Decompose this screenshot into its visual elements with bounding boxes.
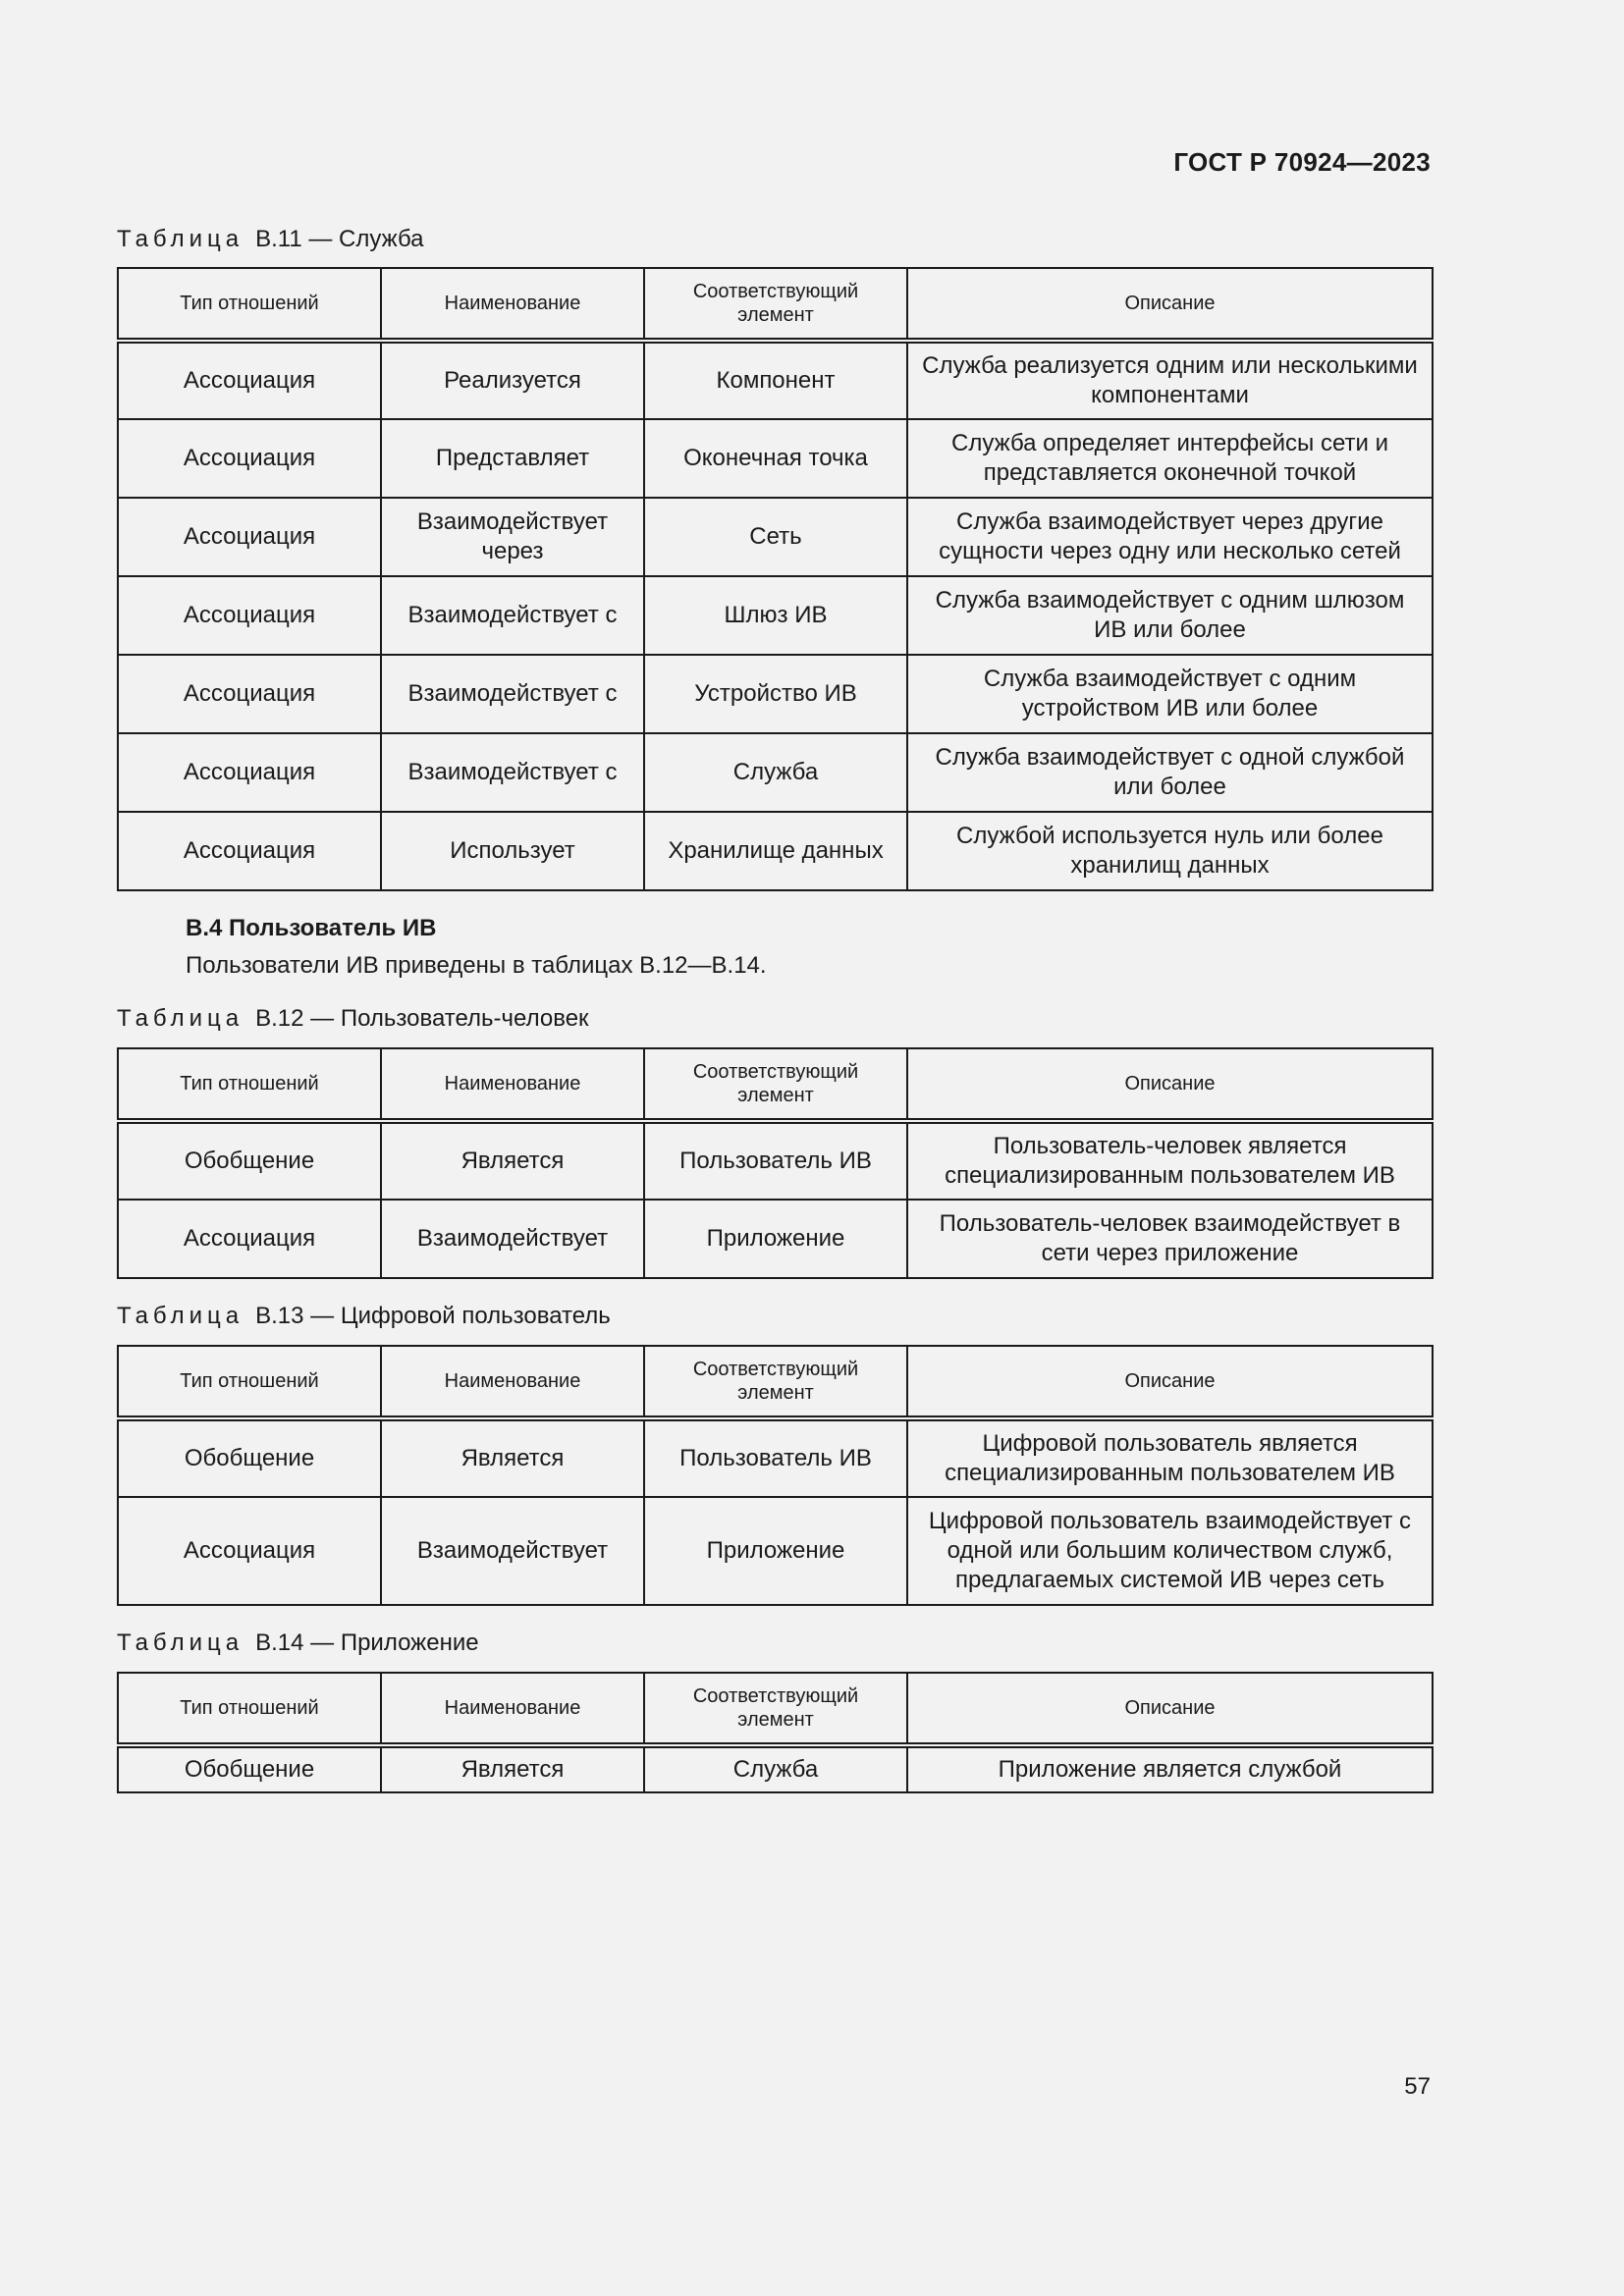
cell-relation-type: Ассоциация: [118, 576, 381, 655]
cell-description: Служба реализуется одним или несколькими компонентами: [907, 341, 1433, 419]
cell-description: Приложение является службой: [907, 1745, 1433, 1792]
cell-element: Компонент: [644, 341, 907, 419]
section-text: Пользователи ИВ приведены в таблицах В.12—В.14.: [186, 952, 767, 979]
column-header-element: Соответствующий элемент: [644, 1048, 907, 1121]
cell-name: Использует: [381, 812, 644, 890]
table-header-row: [118, 1673, 1433, 1745]
column-header-name: Наименование: [381, 268, 644, 341]
column-header-description: Описание: [907, 1346, 1433, 1418]
cell-element: Пользователь ИВ: [644, 1121, 907, 1200]
table-b11: [117, 267, 1434, 891]
cell-element: Хранилище данных: [644, 812, 907, 890]
caption-prefix: Таблица: [117, 1303, 244, 1329]
cell-relation-type: Обобщение: [118, 1121, 381, 1200]
cell-relation-type: Ассоциация: [118, 498, 381, 576]
table-row: [118, 1200, 1433, 1278]
caption-prefix: Таблица: [117, 226, 244, 252]
caption-text: В.11 — Служба: [255, 226, 424, 252]
cell-description: Служба взаимодействует с одной службой или более: [907, 733, 1433, 812]
cell-element: Шлюз ИВ: [644, 576, 907, 655]
cell-description: Цифровой пользователь является специализированным пользователем ИВ: [907, 1418, 1433, 1497]
cell-name: Представляет: [381, 419, 644, 498]
caption-text: В.13 — Цифровой пользователь: [255, 1303, 611, 1329]
table-caption-b11: [117, 226, 424, 253]
table-row: [118, 655, 1433, 733]
cell-name: Является: [381, 1121, 644, 1200]
caption-text: В.12 — Пользователь-человек: [255, 1005, 589, 1032]
table-row: [118, 1497, 1433, 1605]
cell-description: Служба взаимодействует через другие сущности через одну или несколько сетей: [907, 498, 1433, 576]
cell-name: Является: [381, 1418, 644, 1497]
table-row: [118, 498, 1433, 576]
cell-relation-type: Ассоциация: [118, 812, 381, 890]
caption-prefix: Таблица: [117, 1629, 244, 1656]
cell-name: Взаимодействует с: [381, 576, 644, 655]
table-row: [118, 1418, 1433, 1497]
cell-description: Службой используется нуль или более хранилищ данных: [907, 812, 1433, 890]
cell-name: Является: [381, 1745, 644, 1792]
column-header-description: Описание: [907, 1673, 1433, 1745]
cell-element: Служба: [644, 733, 907, 812]
column-header-element: Соответствующий элемент: [644, 268, 907, 341]
cell-element: Приложение: [644, 1497, 907, 1605]
column-header-relation-type: Тип отношений: [118, 1346, 381, 1418]
cell-relation-type: Обобщение: [118, 1418, 381, 1497]
document-code: ГОСТ Р 70924—2023: [1173, 147, 1431, 177]
column-header-relation-type: Тип отношений: [118, 268, 381, 341]
table-row: [118, 1121, 1433, 1200]
table-header-row: [118, 1346, 1433, 1418]
column-header-description: Описание: [907, 268, 1433, 341]
table-caption-b14: [117, 1629, 479, 1657]
cell-element: Приложение: [644, 1200, 907, 1278]
caption-text: В.14 — Приложение: [255, 1629, 479, 1656]
cell-relation-type: Ассоциация: [118, 1497, 381, 1605]
cell-name: Реализуется: [381, 341, 644, 419]
column-header-relation-type: Тип отношений: [118, 1673, 381, 1745]
cell-description: Пользователь-человек является специализированным пользователем ИВ: [907, 1121, 1433, 1200]
cell-name: Взаимодействует: [381, 1497, 644, 1605]
page-number: 57: [1404, 2073, 1431, 2100]
column-header-relation-type: Тип отношений: [118, 1048, 381, 1121]
column-header-name: Наименование: [381, 1346, 644, 1418]
cell-element: Оконечная точка: [644, 419, 907, 498]
table-row: [118, 1745, 1433, 1792]
caption-prefix: Таблица: [117, 1005, 244, 1032]
cell-element: Пользователь ИВ: [644, 1418, 907, 1497]
table-header-row: [118, 1048, 1433, 1121]
table-b13: [117, 1345, 1434, 1606]
cell-description: Служба определяет интерфейсы сети и представляется оконечной точкой: [907, 419, 1433, 498]
column-header-element: Соответствующий элемент: [644, 1673, 907, 1745]
cell-description: Пользователь-человек взаимодействует в сети через приложение: [907, 1200, 1433, 1278]
section-heading: В.4 Пользователь ИВ: [186, 915, 437, 941]
cell-relation-type: Ассоциация: [118, 341, 381, 419]
cell-description: Служба взаимодействует с одним устройством ИВ или более: [907, 655, 1433, 733]
table-caption-b12: [117, 1005, 589, 1033]
table-row: [118, 419, 1433, 498]
cell-element: Служба: [644, 1745, 907, 1792]
cell-element: Устройство ИВ: [644, 655, 907, 733]
cell-relation-type: Ассоциация: [118, 1200, 381, 1278]
cell-description: Служба взаимодействует с одним шлюзом ИВ или более: [907, 576, 1433, 655]
table-b12: [117, 1047, 1434, 1279]
table-b14: [117, 1672, 1434, 1793]
column-header-name: Наименование: [381, 1048, 644, 1121]
cell-name: Взаимодействует через: [381, 498, 644, 576]
cell-description: Цифровой пользователь взаимодействует с одной или большим количеством служб, предлагаемых системой ИВ через сеть: [907, 1497, 1433, 1605]
table-header-row: [118, 268, 1433, 341]
column-header-element: Соответствующий элемент: [644, 1346, 907, 1418]
cell-name: Взаимодействует с: [381, 733, 644, 812]
cell-name: Взаимодействует с: [381, 655, 644, 733]
cell-name: Взаимодействует: [381, 1200, 644, 1278]
table-row: [118, 341, 1433, 419]
cell-relation-type: Ассоциация: [118, 733, 381, 812]
cell-relation-type: Ассоциация: [118, 419, 381, 498]
cell-relation-type: Обобщение: [118, 1745, 381, 1792]
table-row: [118, 733, 1433, 812]
cell-relation-type: Ассоциация: [118, 655, 381, 733]
table-caption-b13: [117, 1303, 611, 1330]
cell-element: Сеть: [644, 498, 907, 576]
column-header-name: Наименование: [381, 1673, 644, 1745]
table-row: [118, 576, 1433, 655]
table-row: [118, 812, 1433, 890]
column-header-description: Описание: [907, 1048, 1433, 1121]
